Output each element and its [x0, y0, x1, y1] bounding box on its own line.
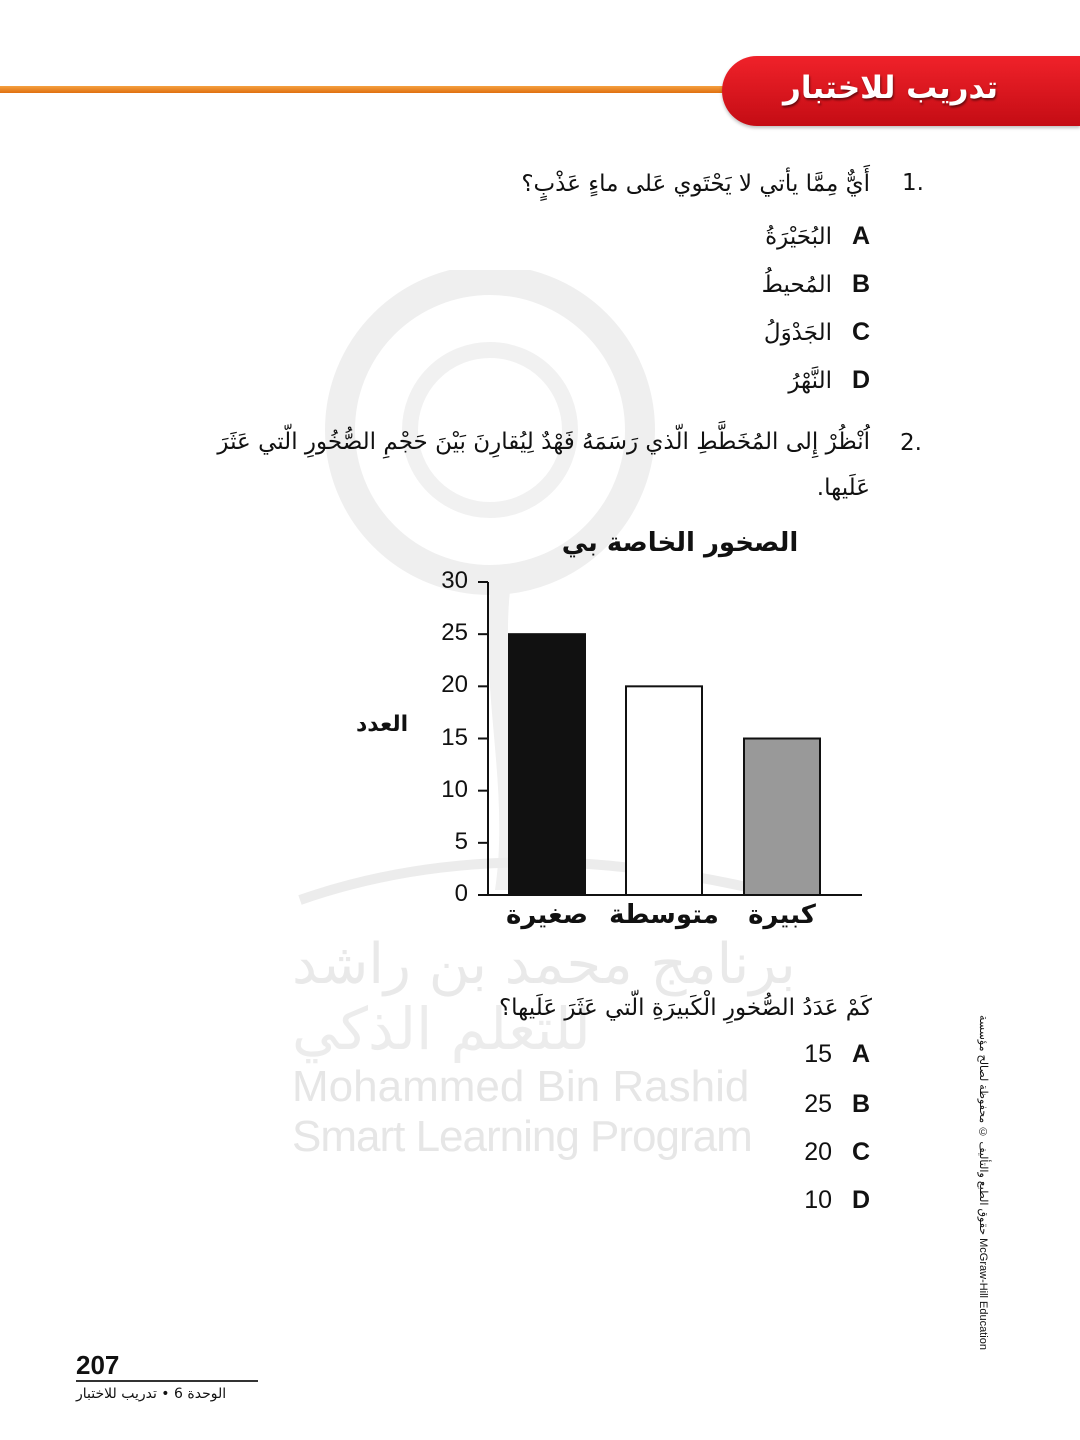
question-1-option-c[interactable]	[764, 318, 872, 347]
option-letter: D	[851, 1186, 871, 1214]
question-1-option-a[interactable]	[765, 222, 872, 251]
footer-caption: الوحدة 6 • تدريب للاختبار	[76, 1386, 227, 1402]
bar-1	[509, 634, 585, 895]
option-text: المُحيطُ	[761, 271, 832, 298]
option-letter: A	[851, 222, 871, 250]
option-text: 25	[804, 1090, 832, 1118]
question-2-text-line1: اُنْظُرْ إِلى المُخَطَّطِ الّذي رَسَمَهُ فَهْدٌ لِيُقارِنَ بَيْنَ حَجْمِ الصُّخُورِ الّتي عَثَرَ	[217, 429, 870, 455]
y-tick-label: 10	[441, 775, 468, 803]
y-tick-label: 20	[441, 671, 468, 699]
footer-rule	[76, 1380, 258, 1382]
question-1-text: أَيٌّ مِمَّا يأتي لا يَحْتَوي عَلى ماءٍ عَذْبٍ؟	[521, 171, 870, 197]
question-2-option-a[interactable]	[804, 1040, 872, 1069]
page-number: 207	[76, 1350, 120, 1380]
option-text: البُحَيْرَةُ	[765, 223, 832, 250]
y-tick-label: 25	[441, 619, 468, 647]
option-letter: C	[851, 318, 871, 346]
x-category-label: متوسطة	[609, 900, 719, 930]
question-2-subquestion: كَمْ عَدَدُ الصُّخورِ الْكَبيرَةِ الّتي عَثَرَ عَلَيها؟	[498, 995, 872, 1021]
option-text: النَّهْرُ	[788, 367, 832, 394]
header-rule	[0, 86, 760, 93]
option-text: 15	[804, 1040, 832, 1068]
question-2-option-d[interactable]	[804, 1186, 872, 1215]
watermark-english-program: Smart Learning Program	[292, 1112, 752, 1161]
question-2-text-line2: عَلَيها.	[816, 475, 870, 501]
chart-title: الصخور الخاصة بي	[561, 528, 799, 558]
watermark-arabic-name: برنامج محمد بن راشد	[292, 932, 796, 997]
watermark-english-name: Mohammed Bin Rashid	[292, 1062, 750, 1111]
y-tick-label: 15	[441, 723, 468, 751]
chart-y-axis-label: العدد	[356, 712, 409, 737]
question-2-option-b[interactable]	[804, 1090, 872, 1119]
option-letter: B	[851, 1090, 871, 1118]
option-letter: D	[851, 366, 871, 394]
option-letter: A	[851, 1040, 871, 1068]
question-2-option-c[interactable]	[804, 1138, 872, 1167]
question-2-number: 2.	[900, 430, 922, 456]
option-letter: C	[851, 1138, 871, 1166]
x-category-label: كبيرة	[748, 900, 816, 930]
option-text: الجَدْوَلُ	[763, 319, 832, 346]
y-tick-label: 5	[454, 827, 468, 855]
question-1-option-b[interactable]	[762, 270, 872, 299]
copyright-note: حقوق الطبع والتأليف © محفوظة لصالح مؤسسة McGraw-Hill Education	[977, 1015, 989, 1350]
page-title: تدريب للاختبار	[783, 70, 998, 106]
header-banner	[722, 56, 1080, 126]
y-tick-label: 30	[441, 567, 468, 594]
y-tick-label: 0	[454, 880, 468, 907]
watermark-arabic-program: للتعلم الذكي	[292, 995, 591, 1063]
option-text: 20	[804, 1138, 832, 1166]
x-category-label: صغيرة	[506, 900, 588, 930]
bar-2	[626, 686, 702, 895]
option-text: 10	[804, 1186, 832, 1214]
bar-3	[744, 739, 820, 896]
question-1-option-d[interactable]	[788, 366, 872, 395]
option-letter: B	[851, 270, 871, 298]
question-1-number: 1.	[902, 170, 924, 196]
